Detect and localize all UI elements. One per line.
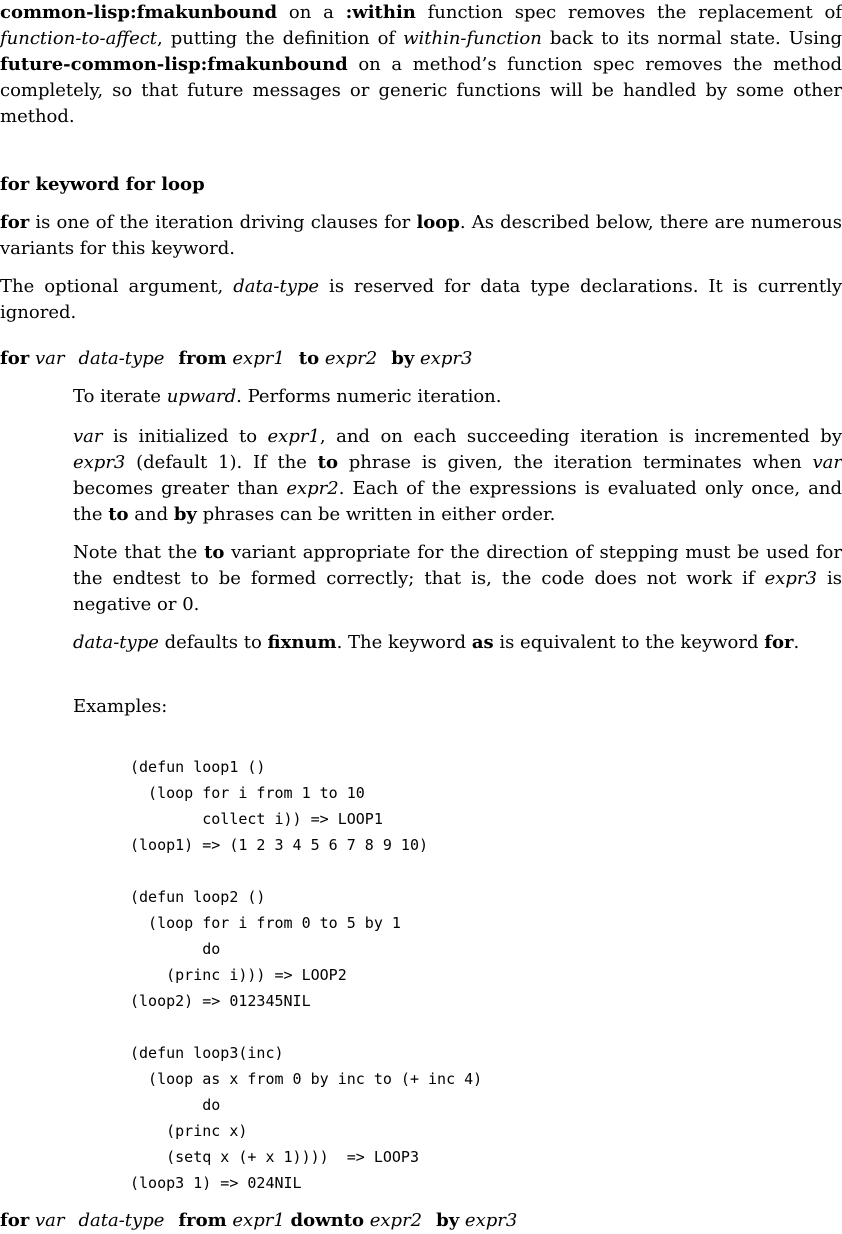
section-heading: for keyword for loop (0, 174, 205, 195)
text-run: is reserved for data type declarations. It is currently ignored. (0, 276, 842, 323)
within-function-arg: within-function (403, 28, 542, 49)
note-paragraph (73, 540, 842, 618)
arg-data-type: data-type (73, 632, 159, 653)
text-run: back to its normal state. Using (541, 28, 842, 49)
data-type-arg: data-type (233, 276, 320, 297)
syntax-signature-downward (0, 1208, 517, 1234)
keyword-to: to (108, 504, 129, 525)
text-run: . Performs numeric iteration. (236, 386, 502, 407)
text-run: is equivalent to the keyword (493, 632, 765, 653)
for-term: for (0, 212, 30, 233)
for-description-paragraph (0, 210, 842, 262)
upward-term: upward (166, 386, 237, 407)
syntax-signature-upward (0, 346, 472, 372)
keyword-to: to (317, 452, 338, 473)
arg-var: var (812, 452, 842, 473)
text-run: . As described below, there are numerous variants for this keyword. (0, 212, 842, 259)
arg-var: var (34, 1210, 65, 1231)
text-run: (default 1). If the (125, 452, 318, 473)
arg-expr2: expr2 (369, 1210, 423, 1231)
keyword-by: by (173, 504, 197, 525)
text-run: . The keyword (336, 632, 472, 653)
keyword-from: from (178, 348, 227, 369)
function-to-affect-arg: function-to-affect (0, 28, 158, 49)
arg-var: var (73, 426, 103, 447)
text-run: defaults to (158, 632, 268, 653)
fixnum-term: fixnum (267, 632, 337, 653)
text-run: on a method’s function spec removes the method completely, so that future messages or generic functions will be handled by some other method. (0, 54, 842, 127)
text-run: on a (277, 2, 346, 23)
upward-paragraph (73, 384, 842, 410)
text-run: phrase is given, the iteration terminates when (338, 452, 813, 473)
optional-argument-paragraph (0, 274, 842, 326)
text-run: variant appropriate for the direction of stepping must be used for the endtest to be formed correctly; that is, the code does not work if (73, 542, 842, 589)
text-run: is initialized to (102, 426, 268, 447)
arg-var: var (34, 348, 65, 369)
text-run: The optional argument, (0, 276, 234, 297)
keyword-for: for (764, 632, 794, 653)
arg-expr3: expr3 (764, 568, 817, 589)
loop-term: loop (416, 212, 460, 233)
text-run: function spec removes the replacement of (415, 2, 842, 23)
arg-expr3: expr3 (73, 452, 126, 473)
arg-data-type: data-type (78, 1210, 165, 1231)
arg-data-type: data-type (78, 348, 165, 369)
keyword-to: to (204, 542, 225, 563)
text-run: Note that the (73, 542, 205, 563)
keyword-to: to (298, 348, 320, 369)
arg-expr2: expr2 (286, 478, 339, 499)
keyword-downto: downto (290, 1210, 365, 1231)
text-run: is one of the iteration driving clauses for (29, 212, 417, 233)
keyword-by: by (391, 348, 415, 369)
arg-expr3: expr3 (464, 1210, 518, 1231)
text-run: . (793, 632, 800, 653)
text-run: is negative or 0. (73, 568, 842, 615)
keyword-for: for (0, 348, 30, 369)
arg-expr3: expr3 (420, 348, 473, 369)
defaults-paragraph (73, 630, 842, 656)
arg-expr2: expr2 (324, 348, 378, 369)
keyword-as: as (471, 632, 494, 653)
text-run: becomes greater than (73, 478, 287, 499)
text-run: and (128, 504, 174, 525)
arg-expr1: expr1 (232, 348, 285, 369)
intro-paragraph (0, 0, 842, 130)
examples-label: Examples: (73, 696, 168, 717)
fmakunbound-term: common-lisp:fmakunbound (0, 2, 278, 23)
arg-expr1: expr1 (267, 426, 320, 447)
future-fmakunbound-term: future-common-lisp:fmakunbound (0, 54, 348, 75)
arg-expr1: expr1 (232, 1210, 285, 1231)
initialization-paragraph (73, 424, 842, 528)
text-run: , and on each succeeding iteration is incremented by (319, 426, 842, 447)
text-run: To iterate (73, 386, 167, 407)
text-run: . Each of the expressions is evaluated only once, and the (73, 478, 842, 525)
keyword-from: from (178, 1210, 227, 1231)
keyword-by: by (436, 1210, 460, 1231)
code-example: (defun loop1 () (loop for i from 1 to 10 collect i)) => LOOP1 (loop1) => (1 2 3 4 5 6 7 8 9 10) (defun loop2 () (loop for i from 0 to 5 by 1 do (princ i))) => LOOP2 (loop2) => 012345NIL (defun loop3(inc) (loop as x from 0 by inc to (+ inc 4) do (princ x) (setq x (+ x 1)))) => LOOP3 (loop3 1) => 024NIL (130, 758, 483, 1192)
within-term: :within (345, 2, 416, 23)
text-run: phrases can be written in either order. (196, 504, 556, 525)
text-run: , putting the definition of (157, 28, 404, 49)
keyword-for: for (0, 1210, 30, 1231)
